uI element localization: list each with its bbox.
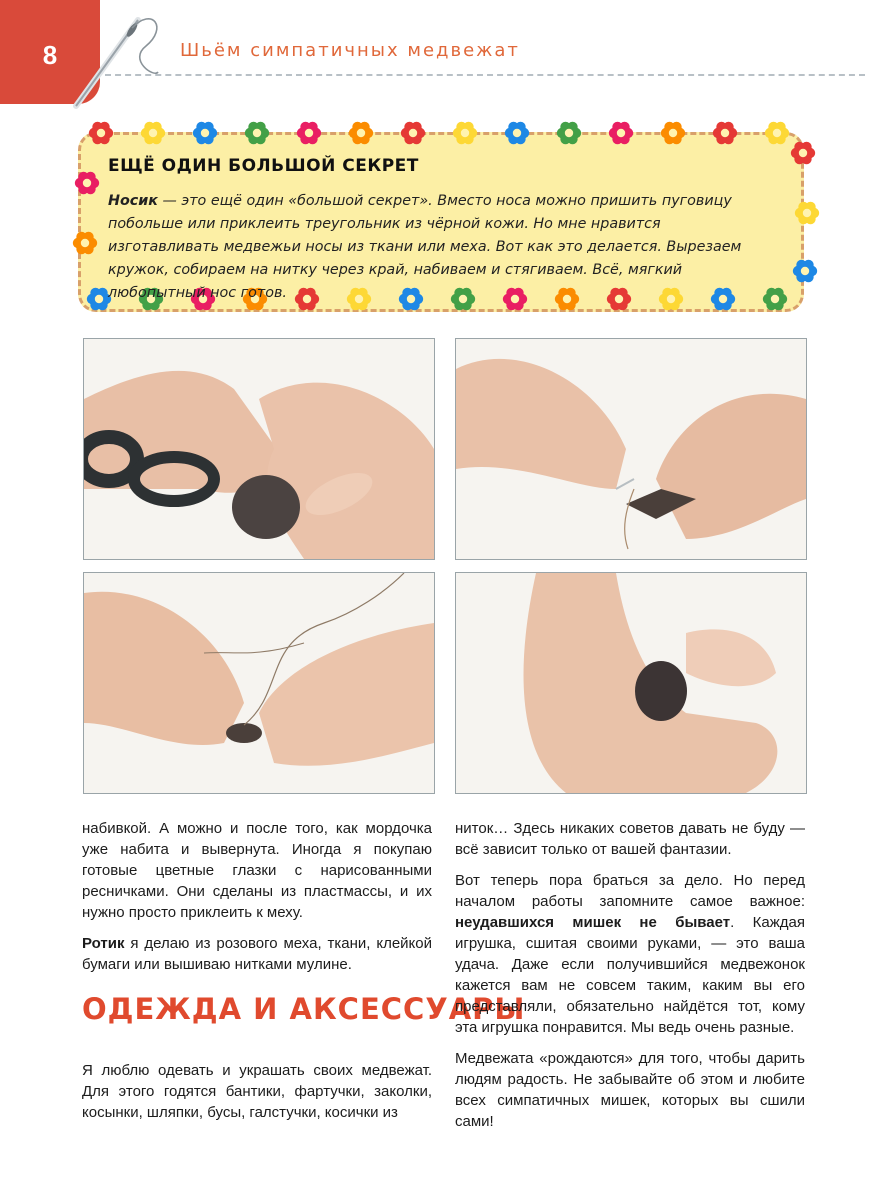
right-paragraph-2-end: . Каждая игрушка, сшитая своими руками, — это ваша удача. Даже если получившийся медвежонок кажется вам не совсем таким, каким вы его представляли, обязательно найдётся тот, кому эта игрушка понравится. Мы ведь очень разные. [455,914,805,1036]
secret-text [108,190,768,305]
left-paragraph-2-body: я делаю из розового меха, ткани, клейкой бумаги или вышиваю нитками мулине. [82,935,432,973]
right-paragraph-2-bold: неудавшихся мишек не бывает [455,914,731,931]
flower-icon [72,230,98,256]
needle-icon [58,8,178,118]
flower-icon [794,200,820,226]
flower-icon [504,120,530,146]
page-number: 8 [42,40,58,70]
flower-icon [764,120,790,146]
flower-icon [452,120,478,146]
left-column-lower [82,1060,432,1133]
photo-finished-nose [455,572,807,794]
flower-icon [296,120,322,146]
secret-lead: Носик [108,193,158,209]
left-paragraph-2-lead: Ротик [82,935,125,952]
photo-pull-thread [83,572,435,794]
flower-icon [712,120,738,146]
photo-gather-stitch [455,338,807,560]
flower-icon [348,120,374,146]
left-paragraph-2 [82,933,432,975]
right-column [455,818,805,1142]
header-title: Шьём симпатичных медвежат [180,40,520,61]
left-paragraph-1: набивкой. А можно и после того, как мордочка уже набита и вывернута. Иногда я покупаю готовые цветные глазки с нарисованными ресничками. Они сделаны из пластмассы, и их нужно просто приклеить к меху. [82,820,432,921]
flower-icon [790,140,816,166]
right-paragraph-2-start: Вот теперь пора браться за дело. Но перед началом работы запомните самое важное: [455,872,805,910]
right-paragraph-1: ниток… Здесь никаких советов давать не буду — всё зависит только от вашей фантазии. [455,820,805,858]
left-paragraph-3: Я люблю одевать и украшать своих медвежат. Для этого годятся бантики, фартучки, заколки, косынки, шляпки, бусы, галстучки, косички из [82,1062,432,1121]
flower-icon [660,120,686,146]
right-paragraph-2 [455,870,805,1038]
flower-icon [192,120,218,146]
flower-icon [792,258,818,284]
flower-icon [88,120,114,146]
flower-icon [74,170,100,196]
right-paragraph-3: Медвежата «рождаются» для того, чтобы дарить людям радость. Не забывайте об этом и любите всех симпатичных мишек, которых вы сшили сами! [455,1050,805,1130]
section-heading: ОДЕЖДА И АКСЕССУАРЫ [82,992,526,1026]
secret-body: — это ещё один «большой секрет». Вместо носа можно пришить пуговицу побольше или приклеить треугольник из чёрной кожи. Но мне нравится изготавливать медвежьи носы из ткани или меха. Вот как это делается. Вырезаем кружок, собираем на нитку через край, набиваем и стягиваем. Всё, мягкий любопытный нос готов. [108,193,742,301]
flower-icon [556,120,582,146]
photo-cut-circle [83,338,435,560]
header-divider [105,74,865,76]
flower-icon [244,120,270,146]
left-column-upper [82,818,432,985]
flower-icon [140,120,166,146]
flower-icon [400,120,426,146]
flower-icon [608,120,634,146]
secret-title: ЕЩЁ ОДИН БОЛЬШОЙ СЕКРЕТ [108,156,419,176]
